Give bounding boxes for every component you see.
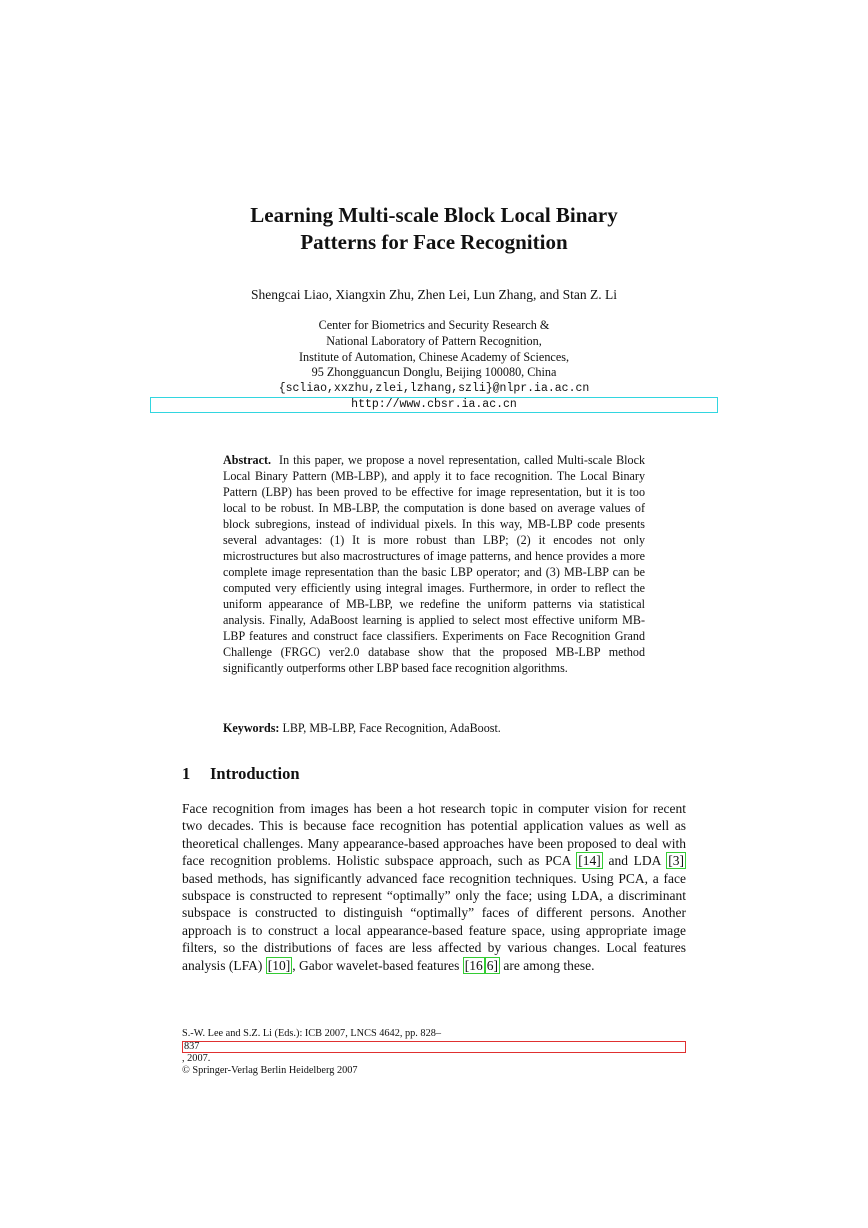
homepage-link[interactable]: http://www.cbsr.ia.ac.cn [150, 397, 718, 413]
citation-link-3[interactable]: [3] [668, 853, 684, 869]
title-line-1: Learning Multi-scale Block Local Binary [250, 203, 618, 227]
affiliation-line-2: National Laboratory of Pattern Recognition, [326, 333, 542, 348]
body-text-3: based methods, has significantly advanced face recognition techniques. Using PCA, a face subspace is constructed to represent “optimally” only the face; using LDA, a discriminant subspace is constructed to distinguish “optimally” faces of different persons. Another approach is to construct a local appearance-based feature space, using appropriate image filters, so the distributions of faces are less affected by various changes. Local features analysis (LFA) [182, 870, 686, 973]
body-text-1: Face recognition from images has been a hot research topic in computer vision for recent two decades. This is because face recognition has potential application values as well as theoretical challenges. Many appearance-based approaches have been proposed to deal with face recognition problems. Holistic subspace approach, such as PCA [182, 801, 686, 869]
affiliation-line-3: Institute of Automation, Chinese Academy of Sciences, [298, 349, 570, 364]
abstract-text: In this paper, we propose a novel representation, called Multi-scale Block Local Binary Pattern (MB-LBP), and apply it to face recognition. The Local Binary Pattern (LBP) has been proved to be effective for image representation, but it is too local to be robust. In MB-LBP, the computation is done based on average values of block subregions, instead of individual pixels. In this way, MB-LBP code presents several advantages: (1) It is more robust than LBP; (2) it encodes not only microstructures but also macrostructures of image patterns, and hence provides a more complete image representation than the basic LBP operator; and (3) MB-LBP can be computed very efficiently using integral images. Furthermore, in order to reflect the uniform appearance of MB-LBP, we redefine the uniform patterns via statistical analysis. Finally, AdaBoost learning is applied to select most effective uniform MB-LBP features and construct face classifiers. Experiments on Face Recognition Grand Challenge (FRGC) ver2.0 database show that the proposed MB-LBP method significantly outperforms other LBP based face recognition algorithms. [223, 453, 646, 675]
introduction-body [182, 800, 686, 974]
section-heading [182, 764, 300, 784]
body-text-5: are among these. [500, 957, 595, 973]
url-wrapper [150, 397, 718, 413]
abstract-paragraph [223, 452, 645, 676]
affiliation-line-1: Center for Biometrics and Security Research & [318, 318, 550, 332]
citation-link-14[interactable]: [14] [578, 853, 601, 869]
title-line-2: Patterns for Face Recognition [300, 230, 568, 254]
section-title: Introduction [210, 764, 300, 783]
citation-link-16[interactable]: [16 [464, 957, 483, 973]
page-footer [182, 1028, 686, 1078]
body-text-4: , Gabor wavelet-based features [292, 957, 463, 973]
author-list: Shengcai Liao, Xiangxin Zhu, Zhen Lei, Lun Zhang, and Stan Z. Li [251, 287, 617, 302]
affiliation-line-4: 95 Zhongguancun Donglu, Beijing 100080, China [311, 365, 557, 380]
author-emails: {scliao,xxzhu,zlei,lzhang,szli}@nlpr.ia.ac.cn [278, 382, 590, 396]
introduction-paragraph [182, 800, 686, 974]
footer-citation [182, 1028, 686, 1065]
footer-copyright: © Springer-Verlag Berlin Heidelberg 2007 [182, 1065, 358, 1076]
footer-citation-pre: S.-W. Lee and S.Z. Li (Eds.): ICB 2007, LNCS 4642, pp. 828– [182, 1028, 442, 1039]
paper-title [150, 202, 718, 256]
citation-link-6[interactable]: 6] [486, 957, 499, 973]
citation-link-10[interactable]: [10] [267, 957, 291, 973]
footer-citation-post: , 2007. [182, 1052, 211, 1064]
keywords-text: LBP, MB-LBP, Face Recognition, AdaBoost. [282, 721, 501, 735]
body-text-2: and LDA [602, 853, 667, 869]
affiliation-block [150, 318, 718, 413]
section-number: 1 [182, 764, 191, 783]
keywords [223, 720, 645, 736]
abstract-label: Abstract. [223, 453, 272, 467]
keywords-label: Keywords: [223, 721, 280, 735]
last-page-link[interactable]: 837 [182, 1041, 686, 1053]
abstract [223, 452, 645, 676]
